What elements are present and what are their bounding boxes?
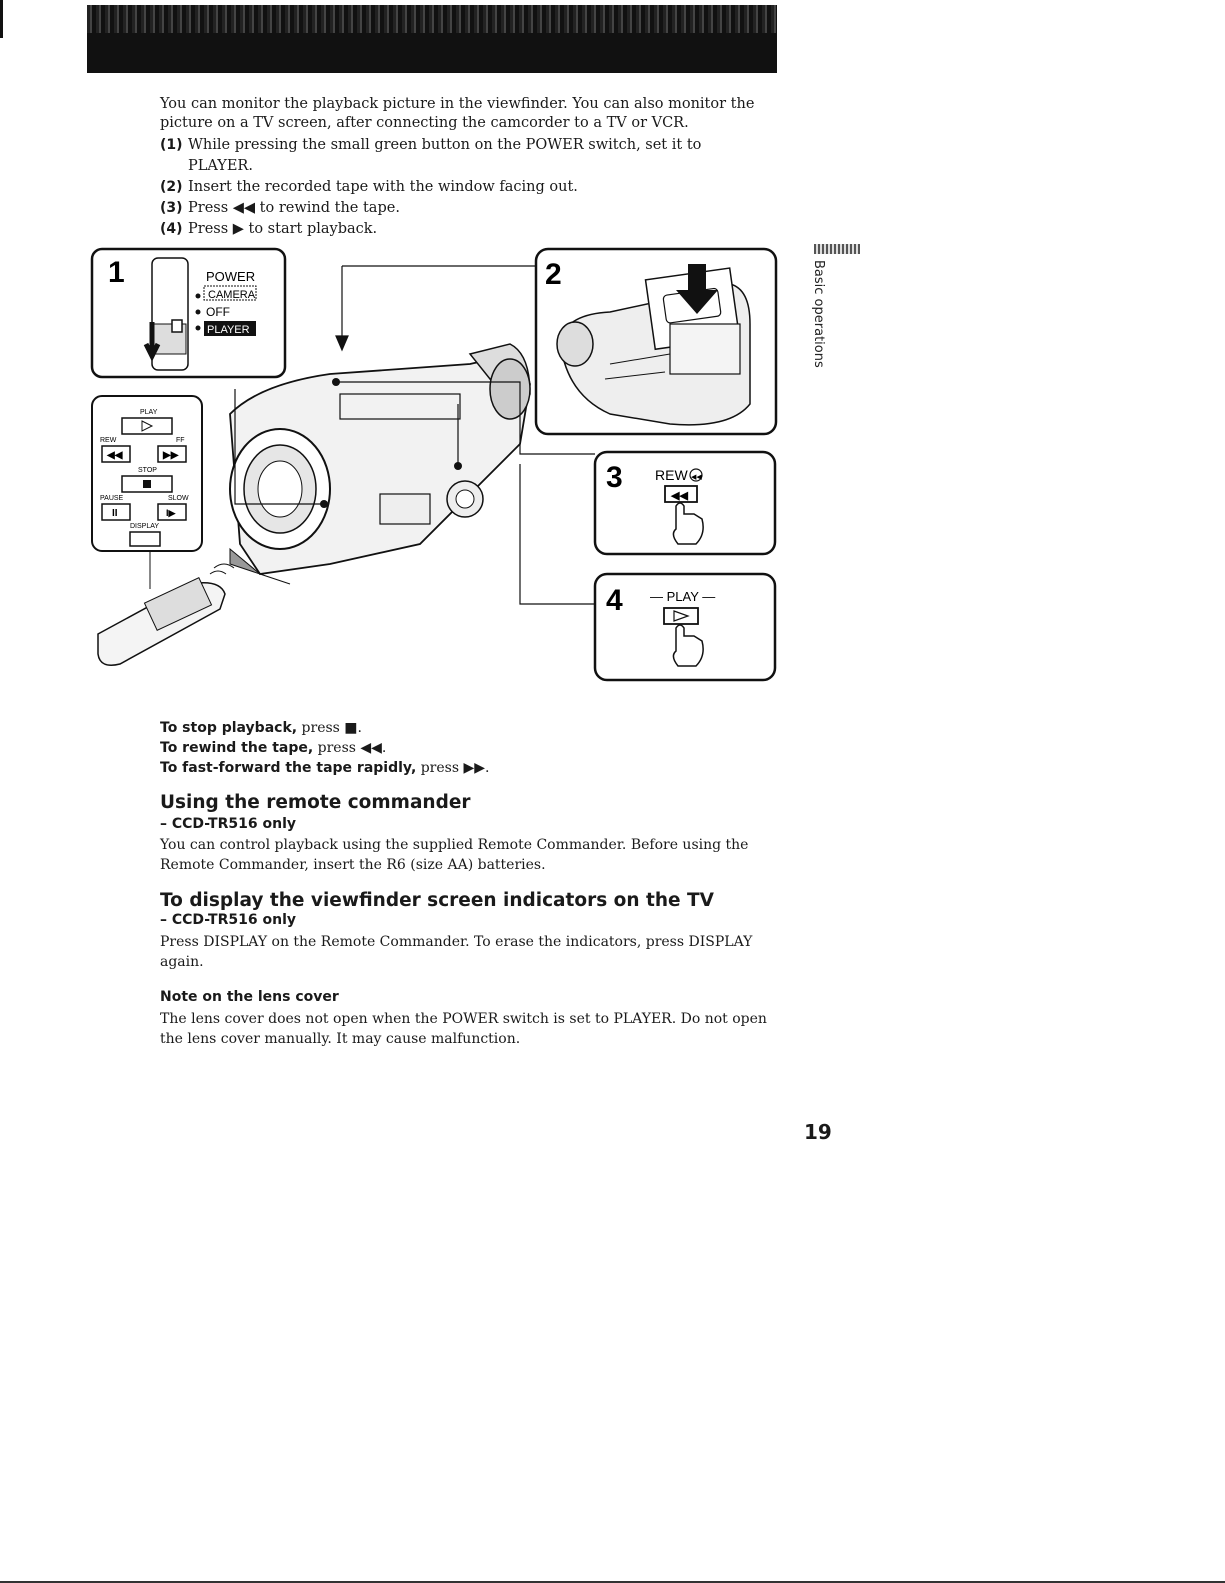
- title-banner: [87, 5, 777, 73]
- playback-illustration: [90, 244, 780, 684]
- note-stop: [160, 718, 780, 738]
- step-3: [160, 198, 760, 219]
- step-number: (3): [160, 200, 183, 216]
- lens-note-heading: Note on the lens cover: [160, 989, 339, 1005]
- step-text: Press ◀◀ to rewind the tape.: [188, 200, 400, 216]
- callout-1-power-switch: [92, 249, 285, 377]
- note-ffwd: [160, 758, 780, 778]
- note-rewind-rest: press ◀◀.: [313, 740, 387, 756]
- svg-text:◀◀: ◀◀: [671, 490, 688, 502]
- edge-mark: [0, 0, 3, 38]
- display-section-sub: – CCD-TR516 only: [160, 912, 296, 928]
- side-tab-label: Basic operations: [811, 260, 826, 368]
- section-side-tab: [806, 250, 836, 370]
- callout-2-cassette: [536, 249, 776, 434]
- remote-pause-label: PAUSE: [100, 495, 124, 502]
- callout-3-rewind: [595, 452, 775, 554]
- step-1: [160, 135, 760, 177]
- step-text: Press ▶ to start playback.: [188, 221, 378, 237]
- remote-section-sub: – CCD-TR516 only: [160, 816, 296, 832]
- lens-note-body: The lens cover does not open when the POWER switch is set to PLAYER. Do not open the lens cover manually. It may cause malfunction.: [160, 1011, 767, 1047]
- rew-label: REW: [655, 467, 688, 483]
- step-number: (2): [160, 179, 183, 195]
- camcorder-body: [230, 344, 530, 584]
- remote-detail-panel: [92, 396, 202, 589]
- play-label: — PLAY —: [650, 589, 716, 604]
- step-text: While pressing the small green button on the POWER switch, set it to PLAYER.: [188, 137, 702, 174]
- remote-section-heading: Using the remote commander: [160, 792, 471, 813]
- intro-paragraph: [160, 95, 760, 133]
- remote-commander: [98, 564, 234, 665]
- display-section-heading: To display the viewfinder screen indicators on the TV: [160, 890, 714, 911]
- page-number: 19: [804, 1120, 832, 1144]
- note-stop-rest: press ■.: [297, 720, 362, 736]
- step-number: (4): [160, 221, 183, 237]
- remote-play-label: PLAY: [140, 409, 158, 416]
- note-ffwd-rest: press ▶▶.: [416, 760, 490, 776]
- remote-display-label: DISPLAY: [130, 523, 160, 530]
- camera-label: CAMERA: [208, 289, 256, 301]
- remote-rew-label: REW: [100, 437, 117, 444]
- callout-4-number: 4: [606, 584, 623, 617]
- play-button-icon: [664, 608, 698, 624]
- svg-text:▶▶: ▶▶: [163, 450, 179, 461]
- intro-line-1: You can monitor the playback picture in the viewfinder. You can also monitor the: [160, 96, 755, 112]
- note-rewind-bold: To rewind the tape,: [160, 740, 314, 756]
- svg-text:◀◀: ◀◀: [691, 474, 702, 481]
- remote-ff-label: FF: [176, 437, 185, 444]
- step-text: Insert the recorded tape with the window facing out.: [188, 179, 578, 195]
- intro-line-2: picture on a TV screen, after connecting the camcorder to a TV or VCR.: [160, 115, 689, 131]
- display-section-body: Press DISPLAY on the Remote Commander. To erase the indicators, press DISPLAY again.: [160, 934, 753, 970]
- step-number: (1): [160, 137, 183, 153]
- callout-1-number: 1: [108, 256, 125, 289]
- callout-2-number: 2: [545, 258, 562, 291]
- callout-3-number: 3: [606, 461, 623, 494]
- svg-text:I▶: I▶: [166, 508, 176, 518]
- note-ffwd-bold: To fast-forward the tape rapidly,: [160, 760, 417, 776]
- step-2: [160, 177, 760, 198]
- side-tab-texture: [814, 244, 860, 254]
- note-stop-bold: To stop playback,: [160, 720, 298, 736]
- off-label: OFF: [206, 305, 230, 319]
- power-label: POWER: [206, 269, 256, 284]
- note-rewind: [160, 738, 780, 758]
- callout-4-play: [595, 574, 775, 680]
- step-4: [160, 219, 760, 240]
- remote-stop-label: STOP: [138, 467, 157, 474]
- banner-texture: [87, 5, 777, 33]
- playback-notes: [160, 718, 780, 778]
- player-label: PLAYER: [207, 324, 250, 336]
- remote-slow-label: SLOW: [168, 495, 189, 502]
- svg-text:◀◀: ◀◀: [107, 450, 123, 461]
- svg-text:II: II: [112, 508, 118, 519]
- steps-list: [160, 135, 760, 240]
- remote-section-body: You can control playback using the supplied Remote Commander. Before using the Remote Commander, insert the R6 (size AA) batteries.: [160, 837, 749, 873]
